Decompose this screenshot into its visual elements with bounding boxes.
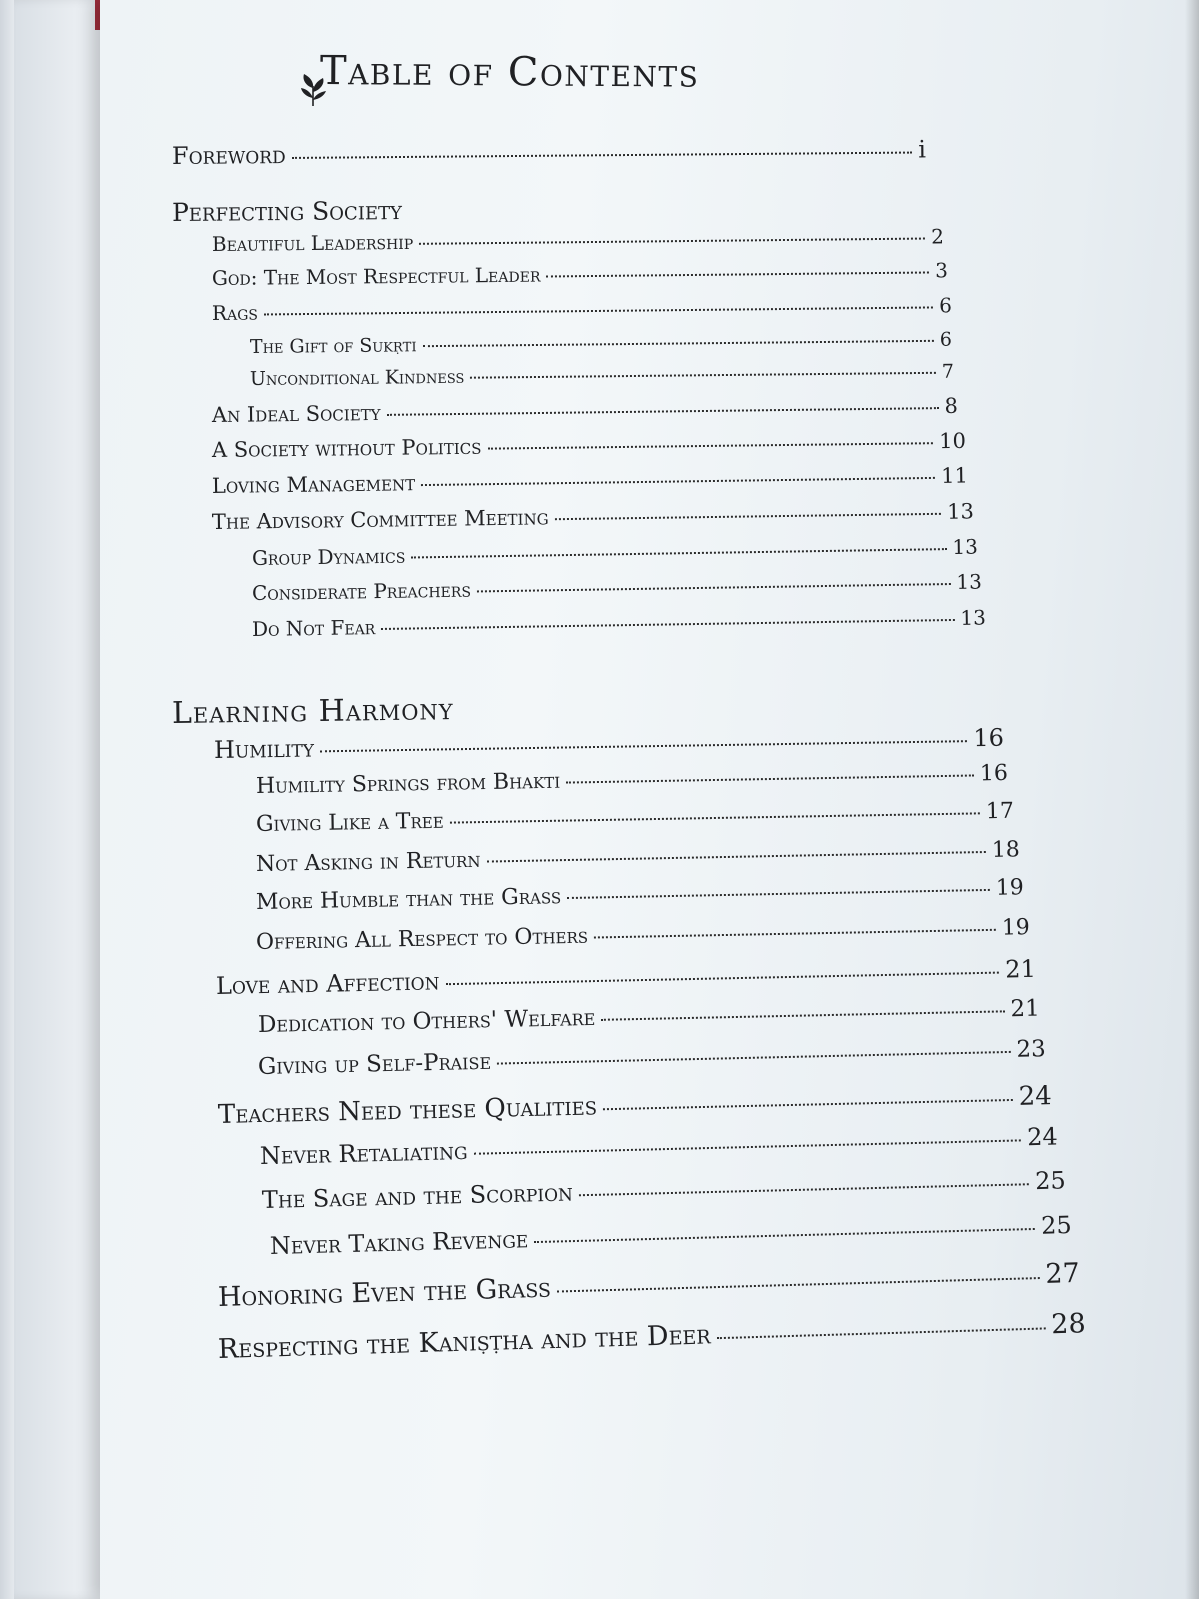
entry-label: A Society without Politics bbox=[211, 434, 482, 462]
dot-leader bbox=[320, 740, 967, 752]
entry-page-number: 18 bbox=[991, 837, 1021, 863]
toc-entry[interactable] bbox=[256, 799, 1014, 842]
dot-leader bbox=[421, 477, 935, 486]
dot-leader bbox=[264, 306, 933, 315]
entry-label: Considerate Preachers bbox=[251, 577, 472, 605]
table-of-contents bbox=[100, 0, 1199, 1599]
dot-leader bbox=[474, 1139, 1022, 1154]
section-heading: Perfecting Society bbox=[171, 195, 403, 227]
toc-entry[interactable] bbox=[260, 1123, 1058, 1172]
entry-label: Honoring Even the Grass bbox=[217, 1272, 552, 1313]
dot-leader bbox=[477, 583, 951, 592]
entry-label: Beautiful Leadership bbox=[211, 229, 414, 256]
entry-label: Rags bbox=[211, 300, 259, 325]
entry-page-number: 27 bbox=[1044, 1257, 1081, 1290]
entry-label: Offering All Respect to Others bbox=[255, 923, 589, 955]
dot-leader bbox=[381, 619, 954, 630]
entry-page-number: 25 bbox=[1034, 1166, 1067, 1196]
entry-page-number: 19 bbox=[1001, 915, 1031, 941]
dot-leader bbox=[594, 929, 996, 939]
entry-page-number: 17 bbox=[985, 798, 1015, 825]
toc-entry[interactable] bbox=[212, 224, 944, 262]
entry-label: Giving up Self-Praise bbox=[257, 1048, 492, 1080]
section-heading: Learning Harmony bbox=[171, 692, 454, 731]
entry-page-number: 10 bbox=[939, 428, 967, 454]
entry-page-number: 11 bbox=[940, 463, 969, 488]
dot-leader bbox=[555, 513, 942, 520]
dot-leader bbox=[717, 1327, 1046, 1339]
dot-leader bbox=[445, 972, 999, 986]
dot-leader bbox=[579, 1183, 1029, 1196]
entry-page-number: 2 bbox=[931, 224, 945, 249]
entry-label: Teachers Need these Qualities bbox=[217, 1091, 598, 1130]
toc-entry[interactable] bbox=[270, 1211, 1073, 1262]
toc-entry[interactable] bbox=[256, 761, 1008, 804]
entry-page-number: 13 bbox=[952, 534, 979, 559]
entry-label: The Gift of Sukṛti bbox=[249, 334, 417, 358]
dot-leader bbox=[534, 1228, 1035, 1243]
entry-label: Never Retaliating bbox=[259, 1136, 468, 1170]
toc-entry[interactable] bbox=[252, 570, 982, 611]
toc-entry[interactable] bbox=[258, 996, 1040, 1042]
toc-entry[interactable] bbox=[212, 463, 968, 504]
entry-page-number: 7 bbox=[941, 360, 955, 383]
toc-entry[interactable] bbox=[256, 875, 1024, 920]
dot-leader bbox=[601, 1010, 1004, 1020]
entry-label: God: The Most Respectful Leader bbox=[211, 262, 541, 290]
dot-leader bbox=[566, 774, 974, 783]
book-page bbox=[100, 0, 1199, 1599]
entry-label: Humility Springs from Bhakti bbox=[255, 768, 561, 799]
entry-page-number: i bbox=[918, 135, 927, 164]
entry-page-number: 28 bbox=[1050, 1308, 1087, 1341]
entry-page-number: 3 bbox=[935, 258, 949, 283]
toc-entry[interactable] bbox=[256, 915, 1030, 960]
toc-entry[interactable] bbox=[252, 535, 978, 576]
toc-entry[interactable] bbox=[212, 293, 952, 331]
entry-label: Group Dynamics bbox=[251, 543, 406, 570]
entry-page-number: 24 bbox=[1018, 1081, 1053, 1112]
toc-entry[interactable] bbox=[218, 1081, 1052, 1130]
dot-leader bbox=[603, 1099, 1013, 1110]
entry-label: Do Not Fear bbox=[251, 615, 376, 641]
dot-leader bbox=[411, 548, 946, 558]
entry-page-number: 25 bbox=[1040, 1211, 1073, 1240]
dot-leader bbox=[557, 1277, 1039, 1292]
entry-page-number: 13 bbox=[960, 605, 987, 630]
toc-entry[interactable] bbox=[212, 499, 974, 540]
entry-label: Giving Like a Tree bbox=[255, 808, 444, 837]
entry-page-number: 23 bbox=[1016, 1036, 1047, 1063]
entry-label: Foreword bbox=[171, 141, 286, 170]
toc-entry[interactable] bbox=[256, 837, 1020, 882]
toc-entry-foreword[interactable] bbox=[172, 135, 926, 172]
entry-label: Never Taking Revenge bbox=[269, 1225, 529, 1260]
dot-leader bbox=[487, 442, 933, 449]
toc-entry[interactable] bbox=[262, 1166, 1066, 1216]
entry-label: An Ideal Society bbox=[211, 400, 381, 427]
toc-entry[interactable] bbox=[212, 394, 958, 433]
entry-label: Loving Management bbox=[211, 471, 416, 498]
entry-page-number: 13 bbox=[956, 569, 983, 594]
dot-leader bbox=[546, 271, 929, 277]
entry-page-number: 6 bbox=[939, 293, 953, 318]
toc-entry[interactable] bbox=[218, 1308, 1087, 1364]
toc-entry[interactable] bbox=[250, 361, 954, 398]
entry-page-number: 24 bbox=[1026, 1122, 1059, 1152]
entry-page-number: 19 bbox=[995, 875, 1025, 901]
dot-leader bbox=[497, 1051, 1010, 1065]
entry-page-number: 13 bbox=[946, 499, 975, 524]
toc-entry[interactable] bbox=[214, 724, 1004, 766]
toc-entry[interactable] bbox=[252, 605, 986, 647]
dot-leader bbox=[486, 851, 985, 863]
toc-entry[interactable] bbox=[212, 429, 966, 468]
toc-entry[interactable] bbox=[250, 329, 952, 366]
page-title: Table of Contents bbox=[319, 48, 700, 97]
entry-label: The Advisory Committee Meeting bbox=[211, 505, 549, 534]
entry-page-number: 16 bbox=[973, 723, 1005, 753]
entry-label: Not Asking in Return bbox=[255, 847, 481, 877]
entry-page-number: 6 bbox=[939, 328, 953, 351]
dot-leader bbox=[419, 238, 925, 245]
dot-leader bbox=[292, 152, 913, 159]
toc-entry[interactable] bbox=[218, 1258, 1081, 1312]
entry-label: Unconditional Kindness bbox=[249, 365, 465, 390]
toc-entry[interactable] bbox=[216, 955, 1036, 1002]
entry-label: Love and Affection bbox=[215, 967, 440, 1000]
entry-label: Dedication to Others' Welfare bbox=[257, 1004, 596, 1038]
dot-leader bbox=[387, 407, 939, 416]
dot-leader bbox=[423, 340, 934, 347]
entry-page-number: 8 bbox=[944, 393, 959, 419]
dot-leader bbox=[567, 889, 990, 899]
entry-label: Respecting the Kaniṣṭha and the Deer bbox=[217, 1319, 712, 1365]
entry-page-number: 16 bbox=[979, 760, 1009, 787]
dot-leader bbox=[450, 812, 980, 823]
entry-label: More Humble than the Grass bbox=[255, 884, 562, 915]
toc-entry[interactable] bbox=[258, 1036, 1046, 1084]
entry-label: Humility bbox=[213, 734, 315, 764]
entry-page-number: 21 bbox=[1004, 954, 1037, 984]
dot-leader bbox=[470, 372, 935, 379]
entry-page-number: 21 bbox=[1010, 995, 1041, 1023]
entry-label: The Sage and the Scorpion bbox=[261, 1178, 574, 1214]
toc-entry[interactable] bbox=[212, 258, 948, 296]
